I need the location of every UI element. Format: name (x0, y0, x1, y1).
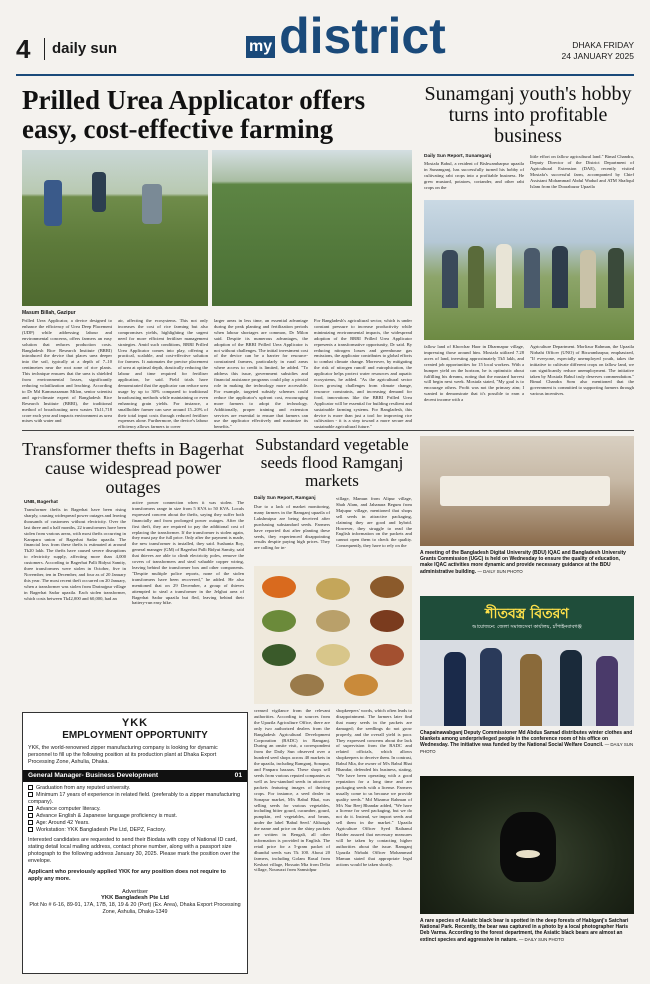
urea-col-2: air, affecting the ecosystems. This not only increases the cost of rice farming but also compromises yields, highlighting the urgent need for more efficient fertiliser management strategies. Amid such conditions, BRRI Prilled Urea Applicator comes into play, offering a practical, scalable, and cost-effective solution for farmers. It automates the precise placement of urea at optimal depth, drastically reducing the labour and time required for fertiliser application, he said. Field trials have demonstrated that the applicator can reduce urea usage by up to 30% compared to traditional broadcasting methods while maintaining or even enhancing grain yields. For instance, a smallholder farmer can save around 15–20% of their total input costs through reduced fertiliser expenses alone. Furthermore, the device's labour efficiency allows farmers to cover (118, 318, 208, 430)
ykk-requirements (23, 785, 247, 834)
sunamganj-col-1: Mostafa Babul, a resident of Bishwambarpur upazila in Sunamganj, has successfully turned his hobby of cultivating rabi crops into a profitable business. He grew mustard, potatoes, coriander, and other rabi crops on the (424, 161, 524, 190)
transformer-col-1: Transformer thefts in Bagerhat have been rising sharply, causing widespread power outages and leaving thousands of customers without electricity. Over the last three and a half months, 22 transformers have been stolen from various areas, with most thefts occurring in Karapara union of Bagerhat Sadar upazila. The financial loss from these thefts is estimated at around Tk20 lakh. The thefts have caused severe disruptions to electricity supply, affecting more than 4,000 customers. According to Bagerhat Palli Bidyut Samity, three transformers were stolen in October, five in November, ten in December, and four as of 20 January this year. The most recent theft occurred on 20 January, when a transformer was stolen from Darinajpur village in Bagerhat Sadar upazila. Each stolen transformer, which costs between Tk42,000 and 60,000, had an (24, 507, 126, 601)
section-logo (246, 6, 446, 70)
seeds-col-2: village, Mamun from Alipur village, Shah Alam, and Jahanara Begum from Majupur village, mentioned that shops sell seeds in attractive packaging, claiming they are good and hybrid. However, they struggle to read the English information on the packets and cannot open them to check the quality. Consequently, they have to rely on the (336, 496, 412, 549)
requirement-item: Age: Around 42 Years. (28, 820, 242, 827)
requirement-item: Advance English & Japanese language proficiency is must. (28, 813, 242, 820)
section-title: district (279, 8, 446, 64)
ykk-advertiser-label: Advertiser (121, 889, 149, 895)
ykk-position-count: 01 (234, 772, 242, 779)
dateline-city-day: DHAKA FRIDAY (572, 40, 634, 50)
sunamganj-col-3: fallow land of Khorchar Haor in Dharmapur village, impressing those around him. Mostafa utilized 7.28 acres of land, investing approximately Tk5 lakh, and created job opportunities for 15 local workers. With a bumper yield on the horizon, he is optimistic about fulfilling his dreams, noting that the mustard harvest will begin next week. Mostafa stated, "My goal is to encourage others. Profit was not the primary aim; I wanted to demonstrate that it's possible to earn a decent income with a (424, 344, 524, 403)
seeds-packets-photo (254, 566, 412, 704)
urea-applicator-photo (22, 150, 208, 306)
ykk-heading: EMPLOYMENT OPPORTUNITY (62, 730, 208, 741)
requirement-item: Advance computer literacy. (28, 806, 242, 813)
seeds-col-3: creased vigilance from the relevant authorities. According to sources from the Upazila Agriculture Office, there are only two authorized dealers from the Bangladesh Agricultural Development Corporation (BADC) in Ramganj. During an onsite visit, a correspondent from the Daily Sun observed over a hundred seed shops across 40 markets in the upazila, including Ramganj, Sonapur, and Panpara bazaars. These shops sell seeds from various reputed companies as well as low-standard seeds in attractive packets featuring images of thriving crops. For instance, a seed dealer in Sonapur market, M/s Babul Bhai, was selling seeds for various vegetables, including bitter gourd, cucumber, gourd, pumpkin, red vegetables, and beans, under the label 'Babul Seed.' Although the name and price on the shiny packets are written in Bengali, all other information is provided in English. The retail price for a 5-gram packet of dhundul seeds was Tk 100. About 20 farmers, including Golam Rasul from Keshari village, Hossain Mia from Delta village, Nouruzzi from Samsidpur (254, 708, 330, 873)
winter-clothes-photo (420, 596, 634, 726)
ykk-instructions: Interested candidates are requested to send their Biodata with copy of National ID card, stating detail local mailing address, contact phone number, along with a passport size photograph to the following address January 30, 2025. Please mark the position over the envelope. (28, 837, 240, 864)
transformer-col-2: active power connection when it was stolen. The transformers range in size from 5 KVA to 50 KVA. Locals expressed concern about the thefts, saying they suffer both financially and from prolonged power outages. After the first theft, they are required to pay the additional cost of replacing the transformer. If the transformer is stolen again, they must pay the full price. Only after the payment is made, the new transformer is installed, they said. Sushanta Roy, general manager (GM) of Bagerhat Palli Bidyut Samity, said that thieves are able to climb electricity poles, remove the covers of transformers and steal valuable copper wiring, leaving behind the transformer box and other components. "Despite multiple police reports, none of the stolen transformers have been recovered," he added. He also mentioned that on 29 December, a group of thieves attempted to steal a transformer in the Jelghat area of Bagerhat Sadar upazila but fled, leaving behind their battery-run easy bike. (132, 500, 244, 606)
seeds-col-1: Due to a lack of market monitoring, many farmers in the Ramganj upazila of Lakshmipur are being deceived after purchasing substandard seeds. Farmers have reported that after planting these seeds, they experienced disappointing results despite paying high prices. They are calling for in- (254, 504, 330, 551)
asiatic-bear-photo (420, 776, 634, 914)
sunamganj-col-4: Agriculture Department. Morlizur Rahman, the Upazila Nirbahi Officer (UNO) of Biswambarpur, emphasized, "If everyone, especially unemployed youth, takes the initiative to cultivate different crops on fallow land, we can significantly reduce unemployment. The initiative taken by Mostafa Babul truly deserves commendation." Bimal Chandra Som also mentioned that the government is committed to supporting farmers through various incentives. (530, 344, 634, 397)
seeds-byline: Daily Sun Report, Ramganj (254, 496, 316, 501)
urea-col-4-final: For Bangladesh's agricultural sector, which is under constant pressure to increase productivity while minimizing environmental impacts, the widespread adoption of the BRRI Prilled Urea Applicator represents a transformative opportunity, Dr said. By reducing nitrogen losses and greenhouse gas emissions, the applicator contributes to global efforts to combat climate change. Moreover, by mitigating the risk of nitrogen runoff and eutrophication, the applicator helps protect water resources and aquatic ecosystems, he added. "As the agricultural sector faces growing challenges from climate change, resource constraints, and increasing demand for food, innovations like the BRRI Prilled Urea Applicator will be essential for building resilient and sustainable farming systems. For Bangladesh, this device is more than just a tool for improving rice cultivation - it is a step toward a more secure and sustainable agricultural future." (314, 318, 412, 430)
masthead (0, 0, 650, 80)
ykk-position: General Manager- Business Development (28, 772, 159, 779)
bear-caption: A rare species of Asiatic black bear is spotted in the deep forests of Habiganj's Satchari National Park. Recently, the bear was captured in a photo by a local photographer Haris Deb Varma. According to the forest department, the Asiatic black bears are almost an extinct species and aggressive in nature. (420, 918, 629, 943)
page-number: 4 (16, 34, 31, 64)
story-sunamganj-headline: Sunamganj youth's hobby turns into profitable business (424, 83, 632, 147)
story-seeds-headline: Substandard vegetable seeds flood Ramganj markets (255, 435, 409, 490)
requirement-item: Graduation from any reputed university. (28, 785, 242, 792)
paper-name: daily sun (52, 40, 118, 57)
urea-col-3-final: larger areas in less time, an essential advantage during the peak planting and fertilization periods when labour shortages are common, Dr Milon said. Despite its numerous advantages, the adoption of the BRRI Prilled Urea Applicator is not without challenges. The initial investment cost of the device can be a barrier for resource-constrained farmers, particularly in rural areas where access to credit is limited, he added. "To address this issue, government subsidies and financial assistance programs could play a pivotal role in making the technology more accessible. For example, targeted subsidy schemes could reduce the applicator's upfront cost, encouraging more farmers to adopt the technology. Additionally, proper training and extension services are essential to ensure that farmers can use the applicator effectively and maximize its benefits." (214, 318, 308, 430)
dc-caption-credit: — DAILY SUN PHOTO (420, 742, 634, 754)
bdu-caption-credit: — DAILY SUN PHOTO (477, 568, 523, 574)
bdu-meeting-photo (420, 436, 634, 546)
ykk-address: Plot No # 6-16, 89-91, 17A, 17B, 18, 19 & 20 (Port) (Ex. Area), Dhaka Export Processing Zone, Ashulia, Dhaka-1349 (29, 902, 241, 915)
story-transformer-headline: Transformer thefts in Bagerhat cause widespread power outages (22, 439, 244, 497)
requirement-item: Minimum 17 years of experience in related field. (preferably to a zipper manufacturing company). (28, 792, 241, 805)
bear-caption-credit: — DAILY SUN PHOTO (518, 936, 565, 942)
seeds-col-4: shopkeepers' words, which often leads to disappointment. The farmers later find that many seeds in the packets are damaged; the seedlings do not grow properly, and the overall yield is poor. They expressed concerns about the lack of supervision from the BADC and related officials, which allows shopkeepers to deceive them. In contrast, Babul Mia, the owner of M/s Babul Bhai Bhandar, defended his business, stating, "We have been operating with a good reputation for a long time and are packaging seeds with a license. Farmers usually come to us because we provide quality seeds." Md Mizanur Rahman of M/s Nur Beej Bhandar added, "We have a license for seed packaging, but we do not do it. Instead, we import seeds and sell them in the market." Upazila Agriculture Officer Syed Raihanul Haider assured that necessary measures will be taken by contacting higher authorities about the issue. Ramganj Upazila Nirbahi Officer Mohammad Mamun stated that appropriate legal actions would be taken shortly. (336, 708, 412, 867)
transformer-byline: UNB, Bagerhat (24, 500, 58, 505)
banner-title: শীতবস্ত্র বিতরণ (485, 606, 569, 622)
story-urea-headline: Prilled Urea Applicator offers easy, cost-effective farming (22, 85, 366, 144)
ykk-logo: YKK (121, 717, 149, 729)
sunamganj-col-2: little effort on fallow agricultural land." Bimal Chandra, Deputy Director of the District Department of Agricultural Extension (DAE), recently visited Mostafa's successful farm, accompanied by Chief Assistant Mohammad Abdul Wadud and ATM Shafiqul Islam from the Doarabazar Upazila (530, 154, 634, 189)
urea-col-1: Prilled Urea Applicator, a device designed to enhance the efficiency of Urea Deep Placement (UDP) while addressing labour and environmental concerns, offers farmers an easy solution that reduces production costs. Bangladesh Rice Research Institute (BRRI) introduced the device that places urea deeper into the soil, typically at a depth of 7–10 centimetres near the root zone of rice plants. This technique ensures that the urea is shielded from environmental losses, significantly reducing volatilization and leaching. According to Dr Md Kamruzzaman Milon, senior scientist and agri-climate expert of Bangladesh Rice Research Institute (BRRI), the traditional method of broadcasting urea wastes Tk11,718 crore each year and impacts environment as urea mixes with water and (22, 318, 112, 424)
ykk-company: YKK Bangladesh Pte Ltd (101, 895, 169, 901)
banner-subtitle: আয়োজনে: জেলা সমাজসেবা কার্যালয়, চাঁপাইনবাবগঞ্জ (472, 624, 582, 630)
ykk-intro: YKK, the world-renowned zipper manufacturing company is looking for dynamic personnel to fill up the following position at its production plant at Dhaka Export Processing Zone, Ashulia, Dhaka. (28, 745, 218, 765)
requirement-item: Workstation: YKK Bangladesh Pte Ltd, DEPZ, Factory. (28, 827, 242, 834)
ykk-ad (22, 712, 248, 974)
sunamganj-byline: Daily Sun Report, Sunamganj (424, 154, 492, 159)
dateline-date: 24 JANUARY 2025 (561, 51, 634, 61)
urea-photo-credit: Masum Billah, Gazipur (22, 310, 76, 316)
sunamganj-group-photo (424, 200, 634, 340)
dc-caption: Chapainawabganj Deputy Commissioner Md Abdus Samad distributes winter clothes and blankets among underprivileged people in the conference room of his office on Wednesday. The initiative was funded by the National Social Welfare Council. (420, 730, 633, 749)
ykk-note: Applicant who previously applied YKK for any position does not require to apply any more. (28, 869, 226, 882)
bdu-caption: A meeting of the Bangladesh Digital University (BDU) IQAC and Bangladesh University Grants Commission (UGC) is held on Wednesday to ensure the quality of education, make IQAC activities more dynamic and provide necessary guidance at the BDU administrative building. (420, 550, 626, 575)
my-label: my (246, 36, 275, 58)
